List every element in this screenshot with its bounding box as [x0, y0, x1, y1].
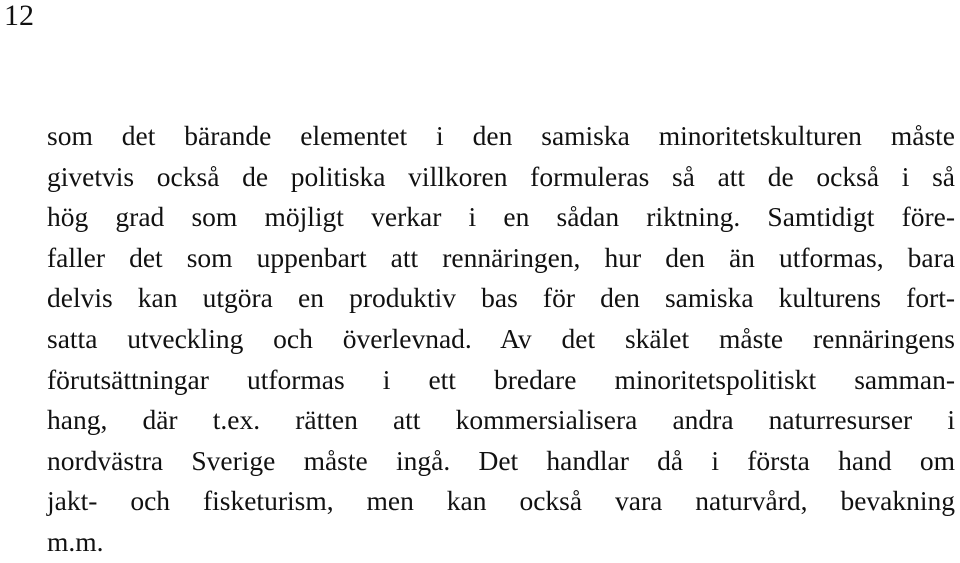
text-line: faller det som uppenbart att rennäringen, hur den än utformas, bara	[47, 241, 955, 273]
text-line: hang, där t.ex. rätten att kommersialisera andra naturresurser i	[47, 404, 955, 436]
text-line: som det bärande elementet i den samiska minoritetskulturen måste	[47, 120, 955, 151]
text-line: jakt- och fisketurism, men kan också vara naturvård, bevakning	[47, 485, 955, 517]
text-line: förutsättningar utformas i ett bredare minoritetspolitiskt samman-	[47, 363, 955, 395]
text-line: givetvis också de politiska villkoren formuleras så att de också i så	[47, 160, 955, 192]
page-number: 12	[4, 0, 34, 32]
text-line: satta utveckling och överlevnad. Av det skälet måste rennäringens	[47, 322, 955, 354]
text-line: hög grad som möjligt verkar i en sådan riktning. Samtidigt före-	[47, 201, 955, 233]
text-line: m.m.	[47, 525, 104, 557]
text-line: delvis kan utgöra en produktiv bas för den samiska kulturens fort-	[47, 282, 955, 314]
text-line: nordvästra Sverige måste ingå. Det handlar då i första hand om	[47, 444, 955, 476]
body-paragraph	[47, 116, 955, 563]
